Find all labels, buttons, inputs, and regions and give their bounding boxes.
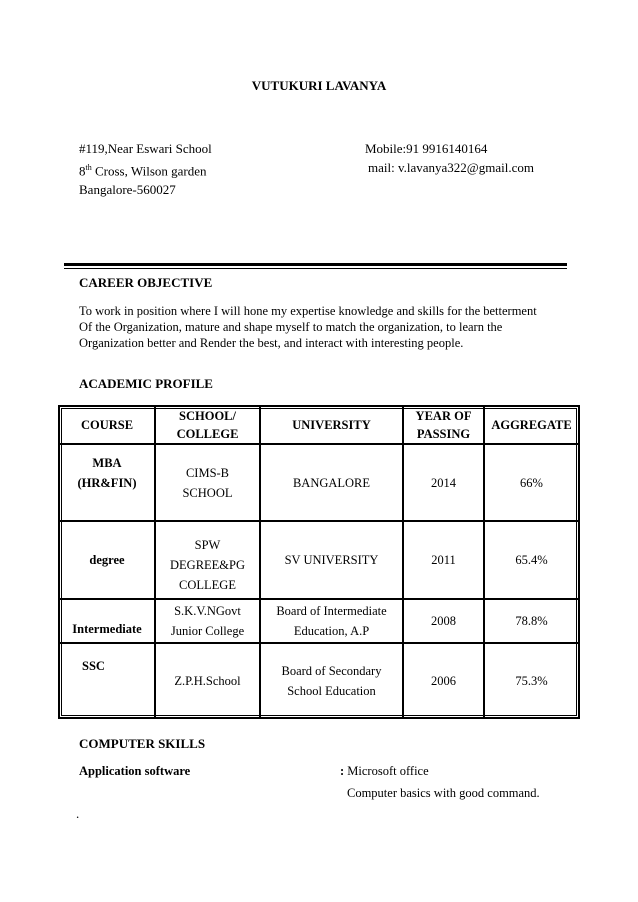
header-school-line-2: COLLEGE [176, 427, 239, 441]
application-software-label: Application software [79, 764, 191, 778]
address-block [79, 139, 212, 199]
academic-profile-heading: ACADEMIC PROFILE [79, 376, 213, 391]
address-line-2-suffix: th [85, 163, 92, 172]
table-row [59, 643, 579, 718]
header-year-line-2: PASSING [416, 427, 471, 441]
course-line-2: (HR&FIN) [77, 476, 137, 490]
university-line-2: School Education [287, 683, 376, 698]
school-cell [155, 444, 260, 521]
address-line-2-text: Cross, Wilson garden [91, 163, 207, 179]
university-cell [260, 599, 403, 643]
label-colon: : [340, 764, 345, 778]
address-line-2 [79, 158, 212, 180]
school-line-2: SCHOOL [182, 485, 233, 500]
header-year [403, 406, 484, 444]
school-line-1: S.K.V.NGovt [174, 604, 241, 618]
career-line-1: To work in position where I will hone my expertise knowledge and skills for the betterment [79, 304, 537, 318]
mobile-number: Mobile:91 9916140164 [365, 141, 488, 156]
university-line-1: Board of Intermediate [276, 604, 387, 618]
section-divider-thick [64, 263, 567, 266]
address-line-1: #119,Near Eswari School [79, 141, 212, 156]
school-line-1: CIMS-B [185, 465, 230, 480]
header-university: UNIVERSITY [260, 406, 403, 444]
header-course: COURSE [59, 406, 155, 444]
header-school [155, 406, 260, 444]
address-line-2-number: 8 [79, 163, 86, 179]
school-cell: Z.P.H.School [155, 643, 260, 718]
university-cell: SV UNIVERSITY [260, 521, 403, 599]
header-year-line-1: YEAR OF [415, 409, 472, 423]
university-cell [260, 643, 403, 718]
aggregate-cell: 66% [484, 444, 579, 521]
header-school-line-1: SCHOOL/ [179, 409, 236, 423]
career-line-2: Of the Organization, mature and shape myself to match the organization, to learn the [79, 320, 503, 334]
course-cell [59, 444, 155, 521]
course-cell: SSC [59, 643, 155, 718]
university-line-1: Board of Secondary [281, 663, 382, 678]
address-line-3: Bangalore-560027 [79, 182, 176, 198]
school-line-3: COLLEGE [179, 578, 236, 592]
course-cell: Intermediate [59, 599, 155, 643]
school-line-2: Junior College [170, 624, 245, 638]
application-software-item-2: Computer basics with good command. [347, 786, 540, 800]
table-row [59, 599, 579, 643]
school-cell [155, 521, 260, 599]
aggregate-cell: 75.3% [484, 643, 579, 718]
table-row [59, 444, 579, 521]
course-line-1: MBA [92, 456, 122, 470]
section-divider-thin [64, 268, 567, 269]
career-line-3: Organization better and Render the best, and interact with interesting people. [79, 336, 464, 350]
year-cell: 2011 [403, 521, 484, 599]
career-objective-heading: CAREER OBJECTIVE [79, 275, 213, 290]
course-cell: degree [59, 521, 155, 599]
university-cell: BANGALORE [260, 444, 403, 521]
career-objective-text [79, 303, 537, 351]
application-software-item-1: Microsoft office [344, 764, 429, 778]
aggregate-cell: 65.4% [484, 521, 579, 599]
computer-skills-heading: COMPUTER SKILLS [79, 736, 206, 751]
year-cell: 2014 [403, 444, 484, 521]
school-line-1: SPW [194, 538, 221, 552]
table-row [59, 521, 579, 599]
application-software-value [340, 764, 429, 779]
university-line-2: Education, A.P [293, 624, 370, 638]
school-line-2: DEGREE&PG [170, 558, 245, 572]
table-header-row [59, 406, 579, 444]
candidate-name: VUTUKURI LAVANYA [251, 78, 387, 93]
contact-block [365, 139, 534, 177]
header-aggregate: AGGREGATE [484, 406, 579, 444]
year-cell: 2008 [403, 599, 484, 643]
trailing-dot: . [76, 806, 80, 821]
year-cell: 2006 [403, 643, 484, 718]
aggregate-cell: 78.8% [484, 599, 579, 643]
academic-table [58, 405, 580, 719]
school-cell [155, 599, 260, 643]
email-address: mail: v.lavanya322@gmail.com [368, 160, 535, 175]
